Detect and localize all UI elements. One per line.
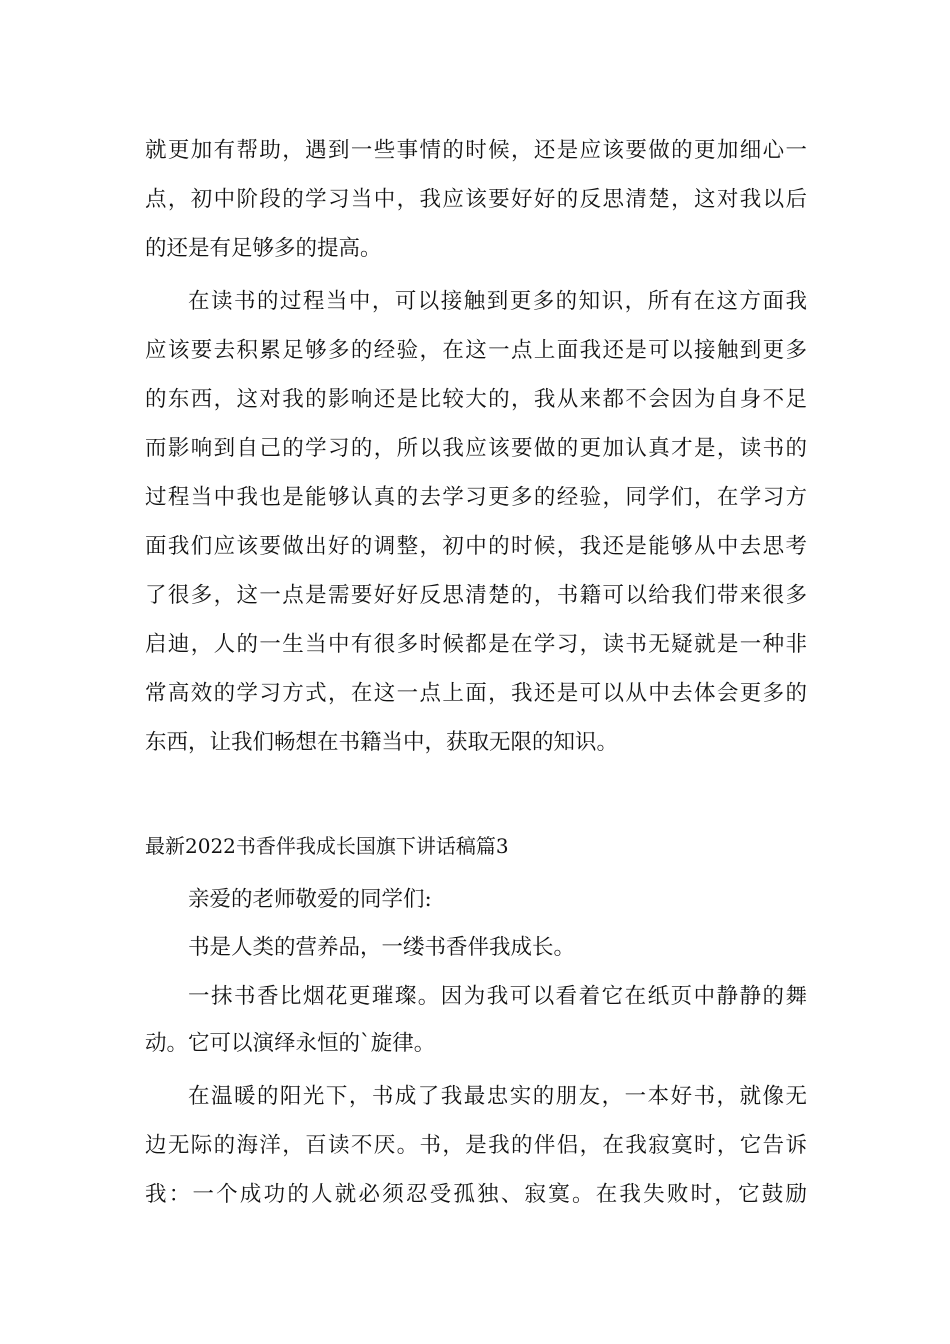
salutation: 亲爱的老师敬爱的同学们: bbox=[188, 887, 432, 912]
paragraph-3: 书是人类的营养品，一缕书香伴我成长。 bbox=[188, 935, 576, 960]
paragraph-2-line-4: 而影响到自己的学习的，所以我应该要做的更加认真才是，读书的 bbox=[145, 436, 807, 461]
paragraph-2-line-1: 在读书的过程当中，可以接触到更多的知识，所有在这方面我 bbox=[188, 289, 807, 314]
paragraph-5-line-1: 在温暖的阳光下，书成了我最忠实的朋友，一本好书，就像无 bbox=[188, 1084, 807, 1109]
paragraph-4-line-2: 动。它可以演绎永恒的`旋律。 bbox=[145, 1031, 436, 1056]
paragraph-2-line-3: 的东西，这对我的影响还是比较大的，我从来都不会因为自身不足 bbox=[145, 387, 807, 412]
paragraph-2-line-9: 常高效的学习方式，在这一点上面，我还是可以从中去体会更多的 bbox=[145, 681, 807, 706]
paragraph-2-line-10: 东西，让我们畅想在书籍当中，获取无限的知识。 bbox=[145, 730, 619, 755]
paragraph-2-line-7: 了很多，这一点是需要好好反思清楚的，书籍可以给我们带来很多 bbox=[145, 583, 807, 608]
paragraph-4-line-1: 一抹书香比烟花更璀璨。因为我可以看着它在纸页中静静的舞 bbox=[188, 984, 807, 1009]
paragraph-1-line-3: 的还是有足够多的提高。 bbox=[145, 236, 382, 261]
paragraph-1-line-2: 点，初中阶段的学习当中，我应该要好好的反思清楚，这对我以后 bbox=[145, 187, 807, 212]
paragraph-2-line-5: 过程当中我也是能够认真的去学习更多的经验，同学们，在学习方 bbox=[145, 485, 807, 510]
paragraph-5-line-2: 边无际的海洋，百读不厌。书，是我的伴侣，在我寂寞时，它告诉 bbox=[145, 1133, 807, 1158]
paragraph-1-line-1: 就更加有帮助，遇到一些事情的时候，还是应该要做的更加细心一 bbox=[145, 138, 807, 163]
paragraph-5-line-3: 我：一个成功的人就必须忍受孤独、寂寞。在我失败时，它鼓励 bbox=[145, 1182, 807, 1207]
paragraph-2-line-6: 面我们应该要做出好的调整，初中的时候，我还是能够从中去思考 bbox=[145, 534, 807, 559]
paragraph-2-line-2: 应该要去积累足够多的经验，在这一点上面我还是可以接触到更多 bbox=[145, 338, 807, 363]
paragraph-2-line-8: 启迪，人的一生当中有很多时候都是在学习，读书无疑就是一种非 bbox=[145, 632, 807, 657]
section-heading: 最新2022书香伴我成长国旗下讲话稿篇3 bbox=[145, 834, 509, 858]
